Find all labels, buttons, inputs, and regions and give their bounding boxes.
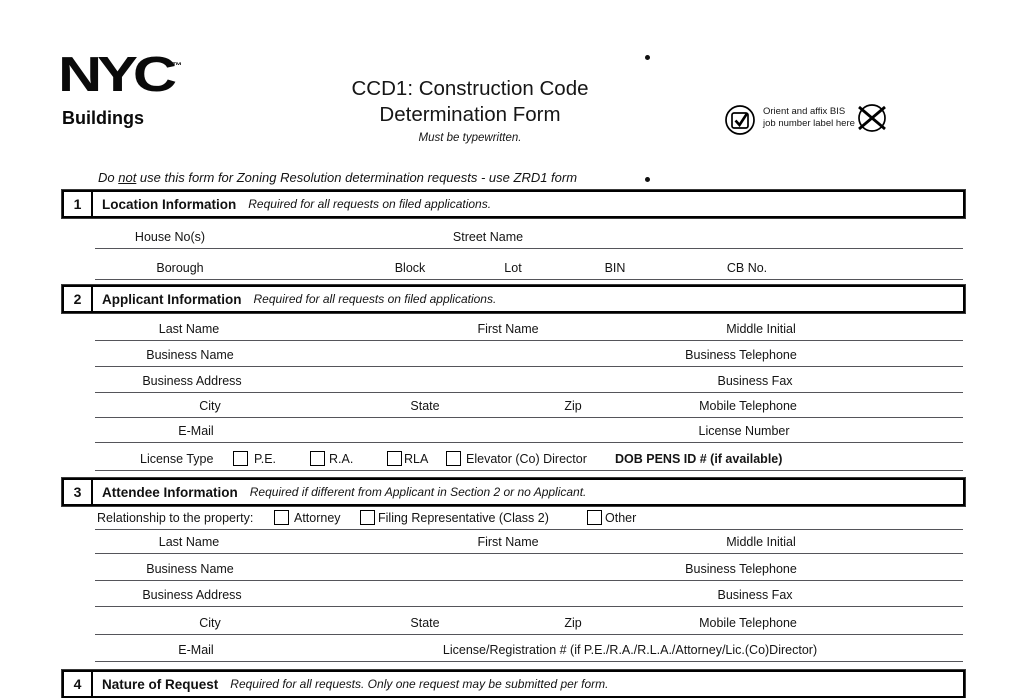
attendee-business-fax-label: Business Fax bbox=[717, 588, 793, 602]
location-row-borough bbox=[95, 250, 963, 280]
section-3-number: 3 bbox=[64, 480, 93, 504]
business-name-label: Business Name bbox=[146, 348, 234, 362]
business-address-label: Business Address bbox=[142, 374, 242, 388]
applicant-row-name bbox=[95, 315, 963, 341]
applicant-row-license-type bbox=[95, 444, 963, 471]
license-registration-label: License/Registration # (if P.E./R.A./R.L.A./Attorney/Lic.(Co)Director) bbox=[442, 643, 818, 657]
section-2-number: 2 bbox=[64, 287, 93, 311]
rla-label: RLA bbox=[404, 452, 429, 466]
attendee-email-label: E-Mail bbox=[178, 643, 214, 657]
form-title-line2: Determination Form bbox=[379, 103, 561, 126]
cb-no-label: CB No. bbox=[726, 261, 768, 275]
first-name-label: First Name bbox=[477, 322, 539, 336]
bis-instruction bbox=[763, 106, 855, 129]
applicant-row-city bbox=[95, 394, 963, 418]
section-2-note: Required for all requests on filed applications. bbox=[253, 292, 497, 306]
state-label: State bbox=[410, 399, 440, 413]
attendee-mobile-telephone-label: Mobile Telephone bbox=[699, 616, 797, 630]
bin-label: BIN bbox=[604, 261, 626, 275]
zrd1-notice-part1: Do bbox=[98, 170, 119, 185]
section-3-note: Required if different from Applicant in Section 2 or no Applicant. bbox=[249, 485, 587, 499]
section-4-note: Required for all requests. Only one request may be submitted per form. bbox=[230, 677, 609, 691]
section-4-number: 4 bbox=[64, 672, 93, 696]
section-2-title: Applicant Information bbox=[102, 291, 242, 307]
attendee-row-business-name bbox=[95, 555, 963, 581]
checkbox-other[interactable] bbox=[587, 510, 602, 525]
email-label: E-Mail bbox=[178, 424, 214, 438]
section-4-title: Nature of Request bbox=[102, 676, 219, 692]
attendee-business-telephone-label: Business Telephone bbox=[685, 562, 797, 576]
applicant-row-email bbox=[95, 419, 963, 443]
borough-label: Borough bbox=[156, 261, 204, 275]
section-1-header bbox=[62, 190, 965, 218]
middle-initial-label: Middle Initial bbox=[726, 322, 796, 336]
relationship-label: Relationship to the property: bbox=[97, 511, 254, 525]
checkbox-ra[interactable] bbox=[310, 451, 325, 466]
other-label: Other bbox=[605, 511, 637, 525]
section-1-number: 1 bbox=[64, 192, 93, 216]
section-2-header bbox=[62, 285, 965, 313]
attendee-row-city bbox=[95, 607, 963, 635]
mobile-telephone-label: Mobile Telephone bbox=[699, 399, 797, 413]
section-1-title: Location Information bbox=[102, 196, 237, 212]
typewritten-note: Must be typewritten. bbox=[418, 132, 522, 144]
attorney-label: Attorney bbox=[294, 511, 341, 525]
attendee-zip-label: Zip bbox=[564, 616, 582, 630]
nyc-logo-text: NYC bbox=[58, 46, 172, 102]
location-row-address bbox=[95, 224, 963, 249]
attendee-row-email bbox=[95, 635, 963, 662]
block-label: Block bbox=[394, 261, 426, 275]
attendee-business-name-label: Business Name bbox=[146, 562, 234, 576]
attendee-row-relationship bbox=[95, 508, 963, 530]
zrd1-notice-not: not bbox=[118, 170, 137, 185]
checkbox-pe[interactable] bbox=[233, 451, 248, 466]
checkbox-filing-representative[interactable] bbox=[360, 510, 375, 525]
business-fax-label: Business Fax bbox=[717, 374, 793, 388]
dob-pens-id-label: DOB PENS ID # (if available) bbox=[615, 452, 783, 466]
section-4-header bbox=[62, 670, 965, 698]
attendee-row-name bbox=[95, 531, 963, 554]
bis-orient-check-icon bbox=[724, 104, 756, 141]
bis-instruction-line1: Orient and affix BIS bbox=[763, 106, 846, 117]
elevator-director-label: Elevator (Co) Director bbox=[466, 452, 587, 466]
house-nos-label: House No(s) bbox=[134, 230, 206, 244]
attendee-row-business-address bbox=[95, 581, 963, 607]
form-title-block bbox=[250, 76, 690, 144]
section-3-title: Attendee Information bbox=[102, 484, 238, 500]
attendee-first-name-label: First Name bbox=[477, 535, 539, 549]
zrd1-notice-part2: use this form for Zoning Resolution determination requests - use ZRD1 form bbox=[136, 170, 578, 185]
lot-label: Lot bbox=[504, 261, 522, 275]
registration-dot-middle bbox=[645, 177, 650, 182]
zip-label: Zip bbox=[564, 399, 582, 413]
applicant-row-business-name bbox=[95, 342, 963, 367]
applicant-row-business-address bbox=[95, 368, 963, 393]
nyc-logo bbox=[58, 46, 183, 102]
attendee-business-address-label: Business Address bbox=[142, 588, 242, 602]
attendee-middle-initial-label: Middle Initial bbox=[726, 535, 796, 549]
section-1-note: Required for all requests on filed applications. bbox=[248, 197, 492, 211]
license-type-label: License Type bbox=[140, 452, 214, 466]
bis-crossed-circle-icon bbox=[854, 100, 890, 141]
attendee-city-label: City bbox=[199, 616, 221, 630]
attendee-last-name-label: Last Name bbox=[158, 535, 220, 549]
attendee-state-label: State bbox=[410, 616, 440, 630]
section-3-header bbox=[62, 478, 965, 506]
business-telephone-label: Business Telephone bbox=[685, 348, 797, 362]
bis-instruction-line2: job number label here bbox=[763, 117, 855, 129]
checkbox-attorney[interactable] bbox=[274, 510, 289, 525]
street-name-label: Street Name bbox=[452, 230, 524, 244]
ra-label: R.A. bbox=[329, 452, 354, 466]
logo-buildings-label: Buildings bbox=[62, 108, 144, 128]
city-label: City bbox=[199, 399, 221, 413]
form-title-line1: CCD1: Construction Code bbox=[351, 77, 589, 100]
license-number-label: License Number bbox=[698, 424, 790, 438]
pe-label: P.E. bbox=[254, 452, 277, 466]
registration-dot-top bbox=[645, 55, 650, 60]
checkbox-elevator-director[interactable] bbox=[446, 451, 461, 466]
checkbox-rla[interactable] bbox=[387, 451, 402, 466]
filing-representative-label: Filing Representative (Class 2) bbox=[378, 511, 549, 525]
last-name-label: Last Name bbox=[158, 322, 220, 336]
zrd1-notice bbox=[98, 170, 577, 185]
trademark-symbol: ™ bbox=[171, 61, 183, 71]
